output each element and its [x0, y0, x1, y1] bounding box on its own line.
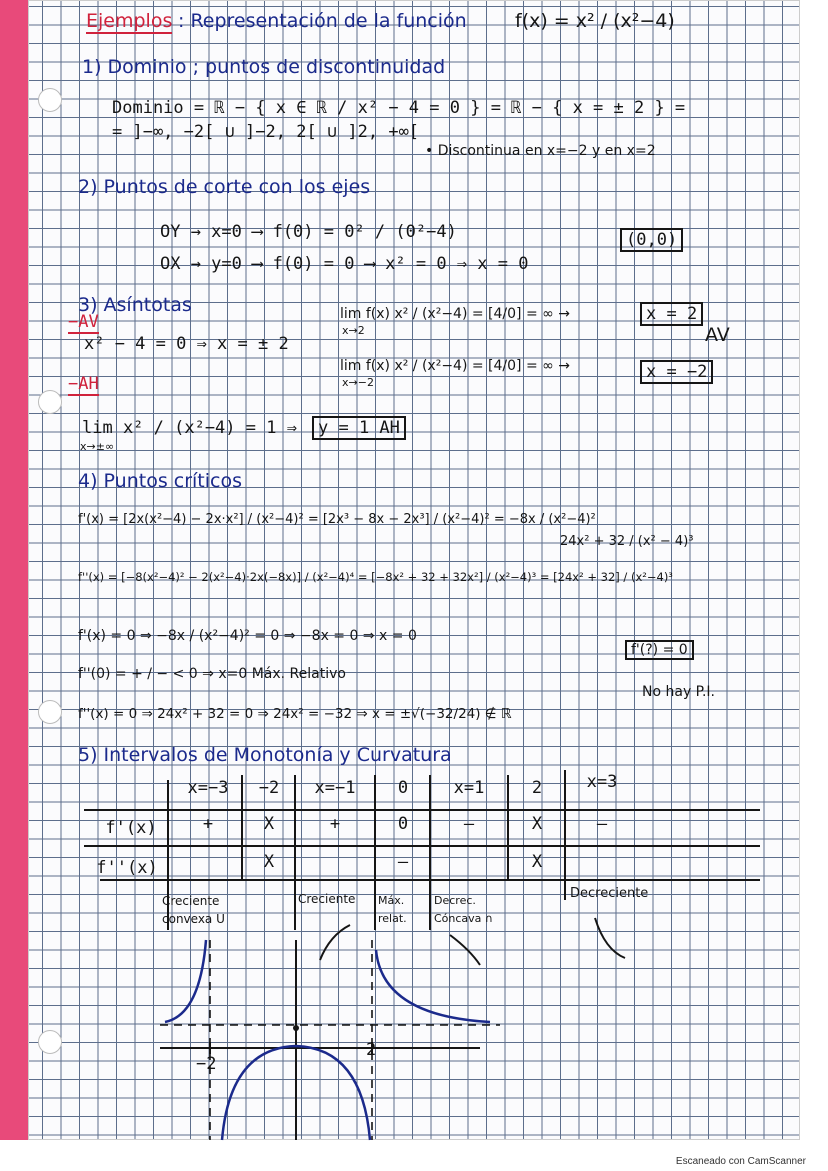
ah-equation: lim x² / (x²−4) = 1 ⇒ [82, 418, 297, 438]
limit-negative-sub: x→−2 [342, 376, 374, 389]
second-derivative-test: f''(0) = + / − < 0 ⇒ x=0 Máx. Relativo [78, 666, 346, 682]
limit-negative-result: x = −2 [640, 360, 713, 384]
title-function: f(x) = x² / (x²−4) [515, 10, 675, 32]
table-cell: X [531, 852, 543, 872]
discontinuity-note: • Discontinua en x=−2 y en x=2 [425, 143, 656, 159]
interval-description: Creciente [298, 892, 356, 906]
interval-description: Decreciente [570, 886, 649, 901]
interval-description: Decrec. Cóncava ∩ [434, 894, 493, 925]
table-cell: X [531, 814, 543, 834]
section-3-heading: 3) Asíntotas [78, 294, 192, 316]
table-cell: — [397, 852, 409, 872]
oy-result-box: (0,0) [620, 228, 683, 252]
graph-axes [160, 940, 480, 1140]
interval-description: Creciente convexa U [162, 894, 225, 926]
av-side-label: AV [705, 324, 730, 346]
table-header-cell: x=−1 [314, 778, 356, 798]
first-derivative: f'(x) = [2x(x²−4) − 2x·x²] / (x²−4)² = [2x³ − 8x − 2x³] / (x²−4)² = −8x / (x²−4)² [78, 512, 596, 527]
title-rest: : Representación de la función [178, 10, 467, 32]
domain-line-1: Dominio = ℝ − { x ∈ ℝ / x² − 4 = 0 } = ℝ − { x = ± 2 } = [112, 98, 686, 118]
title-word: Ejemplos [86, 10, 173, 32]
inflection-points: f''(x) = 0 ⇒ 24x² + 32 = 0 ⇒ 24x² = −32 ⇒ x = ±√(−32/24) ∉ ℝ [78, 706, 512, 722]
table-header-cell: x=1 [453, 778, 485, 798]
first-derivative-alt: 24x² + 32 / (x² − 4)³ [560, 534, 694, 549]
second-derivative: f''(x) = [−8(x²−4)² − 2(x²−4)·2x(−8x)] / (x²−4)⁴ = [−8x² + 32 + 32x²] / (x²−4)³ = [24x² + 32] / (x²−4)³ [78, 570, 673, 584]
critical-points: f'(x) = 0 ⇒ −8x / (x²−4)² = 0 ⇒ −8x = 0 ⇒ x = 0 [78, 628, 417, 644]
graph-tick-neg: −2 [196, 1054, 217, 1074]
section-4-heading: 4) Puntos críticos [78, 470, 242, 492]
limit-positive-result: x = 2 [640, 302, 703, 326]
limit-positive-sub: x→2 [342, 324, 365, 337]
max-point-marker [293, 1025, 299, 1031]
table-cell: — [463, 814, 475, 834]
section-2-heading: 2) Puntos de corte con los ejes [78, 176, 371, 198]
table-row-label: f'(x) [105, 818, 157, 838]
table-row-label: f''(x) [96, 858, 158, 878]
oy-intercept: OY → x=0 ⟶ f(0) = 0² / (0²−4) [160, 222, 457, 242]
table-cell: X [263, 852, 275, 872]
av-equation: x² − 4 = 0 ⇒ x = ± 2 [84, 334, 289, 354]
graph-tick-pos: 2 [366, 1040, 377, 1060]
scanner-watermark: Escaneado con CamScanner [675, 1156, 806, 1167]
no-inflection-note: No hay P.I. [642, 684, 715, 700]
domain-line-2: = ]−∞, −2[ ∪ ]−2, 2[ ∪ ]2, +∞[ [112, 122, 420, 142]
ox-intercept: OX → y=0 ⟶ f(0) = 0 ⟶ x² = 0 ⇒ x = 0 [160, 254, 529, 274]
table-cell: + [202, 814, 214, 834]
table-header-cell: x=−3 [187, 778, 229, 798]
ah-sub: x→±∞ [80, 440, 115, 453]
graph-asymptotes [160, 940, 500, 1140]
interval-description: Máx. relat. [378, 894, 407, 925]
section-1-heading: 1) Dominio ; puntos de discontinuidad [82, 56, 446, 78]
table-header-cell: 0 [397, 778, 409, 798]
table-header-cell: x=3 [586, 772, 618, 792]
limit-negative: lim f(x) x² / (x²−4) = [4/0] = ∞ → [340, 358, 570, 374]
table-header-cell: 2 [531, 778, 543, 798]
ah-result: y = 1 AH [312, 416, 406, 440]
table-cell: X [263, 814, 275, 834]
table-cell: 0 [397, 814, 409, 834]
av-label: −AV [68, 312, 99, 332]
critical-box: f'(?) = 0 [625, 640, 694, 660]
table-header-cell: −2 [258, 778, 280, 798]
section-5-heading: 5) Intervalos de Monotonía y Curvatura [78, 744, 452, 766]
limit-positive: lim f(x) x² / (x²−4) = [4/0] = ∞ → [340, 306, 570, 322]
table-cell: + [329, 814, 341, 834]
ah-label: −AH [68, 374, 99, 394]
graph-curves [165, 940, 490, 1140]
table-cell: — [596, 814, 608, 834]
